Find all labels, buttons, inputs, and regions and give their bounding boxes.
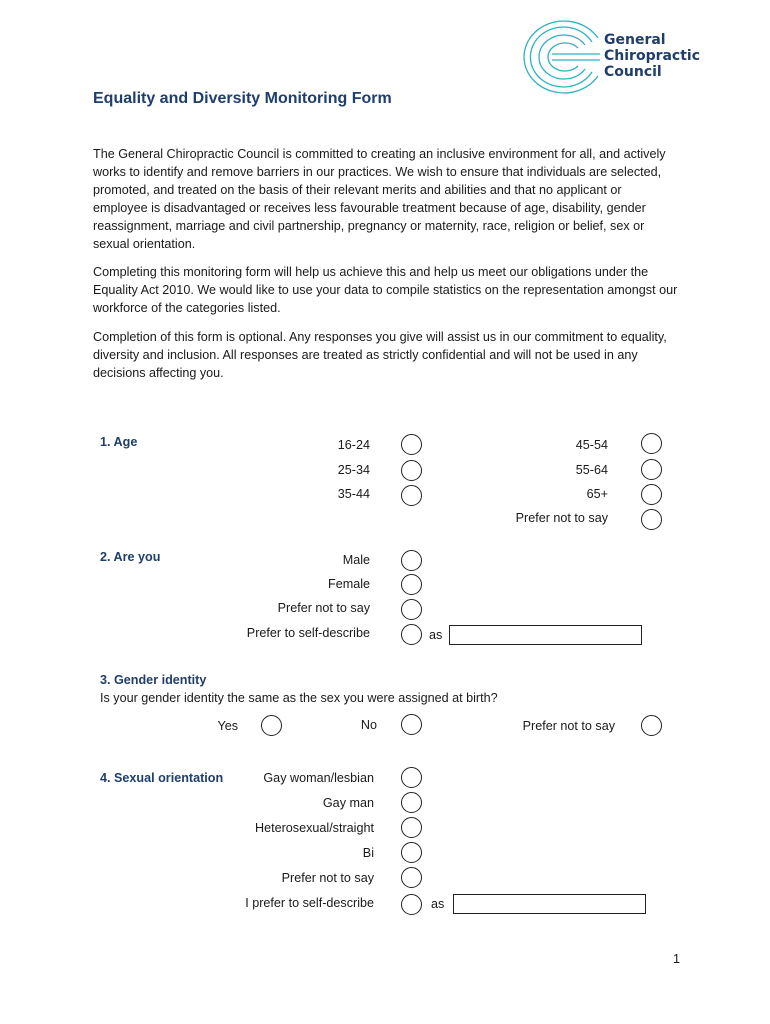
sex-prefer-not-radio[interactable] bbox=[401, 599, 422, 620]
orientation-option-label: Gay woman/lesbian bbox=[263, 771, 374, 785]
female-radio[interactable] bbox=[401, 574, 422, 595]
orientation-option-label: I prefer to self-describe bbox=[245, 896, 374, 910]
age-option-label: 16-24 bbox=[337, 438, 370, 452]
intro-paragraph-1: The General Chiropractic Council is committed to creating an inclusive environment for all, and actively works to identify and remove barriers in our practices. We wish to ensure that individuals are selected, promoted, and treated on the basis of their relevant merits and abilities and that no applicant or employee is disadvantaged or receives less favourable treatment because of age, disability, gender reassignment, marriage and civil partnership, pregnancy or maternity, race, religion or belief, sex or sexual orientation. bbox=[93, 147, 666, 251]
age-65-plus-radio[interactable] bbox=[641, 484, 662, 505]
age-16-24-radio[interactable] bbox=[401, 434, 422, 455]
age-heading: 1. Age bbox=[100, 435, 138, 449]
are-you-option-label: Prefer to self-describe bbox=[246, 626, 370, 640]
intro-paragraph-3: Completion of this form is optional. Any responses you give will assist us in our commitment to equality, diversity and inclusion. All responses are treated as strictly confidential and will not be used in any decisions affecting you. bbox=[93, 330, 667, 380]
age-option-label: 55-64 bbox=[575, 463, 608, 477]
sex-self-describe-radio[interactable] bbox=[401, 624, 422, 645]
age-option-label: 65+ bbox=[586, 487, 608, 501]
gender-identity-option-label: Prefer not to say bbox=[522, 719, 615, 733]
form-title: Equality and Diversity Monitoring Form bbox=[93, 90, 392, 107]
gay-man-radio[interactable] bbox=[401, 792, 422, 813]
are-you-option-label: Female bbox=[328, 577, 370, 591]
orientation-prefer-not-radio[interactable] bbox=[401, 867, 422, 888]
gender-identity-option-label: No bbox=[360, 718, 377, 732]
are-you-option-label: Prefer not to say bbox=[277, 601, 370, 615]
intro-paragraph-2: Completing this monitoring form will help us achieve this and help us meet our obligations under the Equality Act 2010. We would like to use your data to compile statistics on the representation amongst our workforce of the categories listed. bbox=[93, 265, 678, 315]
orientation-option-label: Prefer not to say bbox=[281, 871, 374, 885]
orientation-option-label: Bi bbox=[362, 846, 374, 860]
gay-woman-lesbian-radio[interactable] bbox=[401, 767, 422, 788]
logo-line-chiropractic: Chiropractic bbox=[604, 48, 701, 64]
gcc-logo-text bbox=[604, 32, 700, 80]
as-label: as bbox=[429, 628, 443, 642]
as-label: as bbox=[431, 897, 445, 911]
gender-identity-yes-radio[interactable] bbox=[261, 715, 282, 736]
age-option-label: 25-34 bbox=[337, 463, 370, 477]
age-prefer-not-radio[interactable] bbox=[641, 509, 662, 530]
age-option-label: Prefer not to say bbox=[515, 511, 608, 525]
heterosexual-straight-radio[interactable] bbox=[401, 817, 422, 838]
logo-line-council: Council bbox=[604, 64, 662, 80]
orientation-option-label: Heterosexual/straight bbox=[254, 821, 374, 835]
age-option-label: 45-54 bbox=[575, 438, 608, 452]
sexual-orientation-heading: 4. Sexual orientation bbox=[100, 771, 224, 785]
orientation-self-describe-radio[interactable] bbox=[401, 894, 422, 915]
are-you-heading: 2. Are you bbox=[100, 550, 161, 564]
gender-identity-prefer-not-radio[interactable] bbox=[641, 715, 662, 736]
gender-identity-heading: 3. Gender identity bbox=[100, 673, 207, 687]
age-35-44-radio[interactable] bbox=[401, 485, 422, 506]
age-option-label: 35-44 bbox=[337, 487, 370, 501]
gcc-logo-mark bbox=[512, 18, 602, 99]
age-25-34-radio[interactable] bbox=[401, 460, 422, 481]
sex-self-describe-input[interactable] bbox=[449, 625, 642, 645]
age-55-64-radio[interactable] bbox=[641, 459, 662, 480]
male-radio[interactable] bbox=[401, 550, 422, 571]
gender-identity-question: Is your gender identity the same as the sex you were assigned at birth? bbox=[100, 691, 498, 705]
bi-radio[interactable] bbox=[401, 842, 422, 863]
are-you-option-label: Male bbox=[342, 553, 370, 567]
logo-line-general: General bbox=[604, 32, 666, 48]
orientation-self-describe-input[interactable] bbox=[453, 894, 646, 914]
page-number: 1 bbox=[672, 952, 680, 966]
gender-identity-no-radio[interactable] bbox=[401, 714, 422, 735]
age-45-54-radio[interactable] bbox=[641, 433, 662, 454]
orientation-option-label: Gay man bbox=[322, 796, 374, 810]
gender-identity-option-label: Yes bbox=[217, 719, 238, 733]
